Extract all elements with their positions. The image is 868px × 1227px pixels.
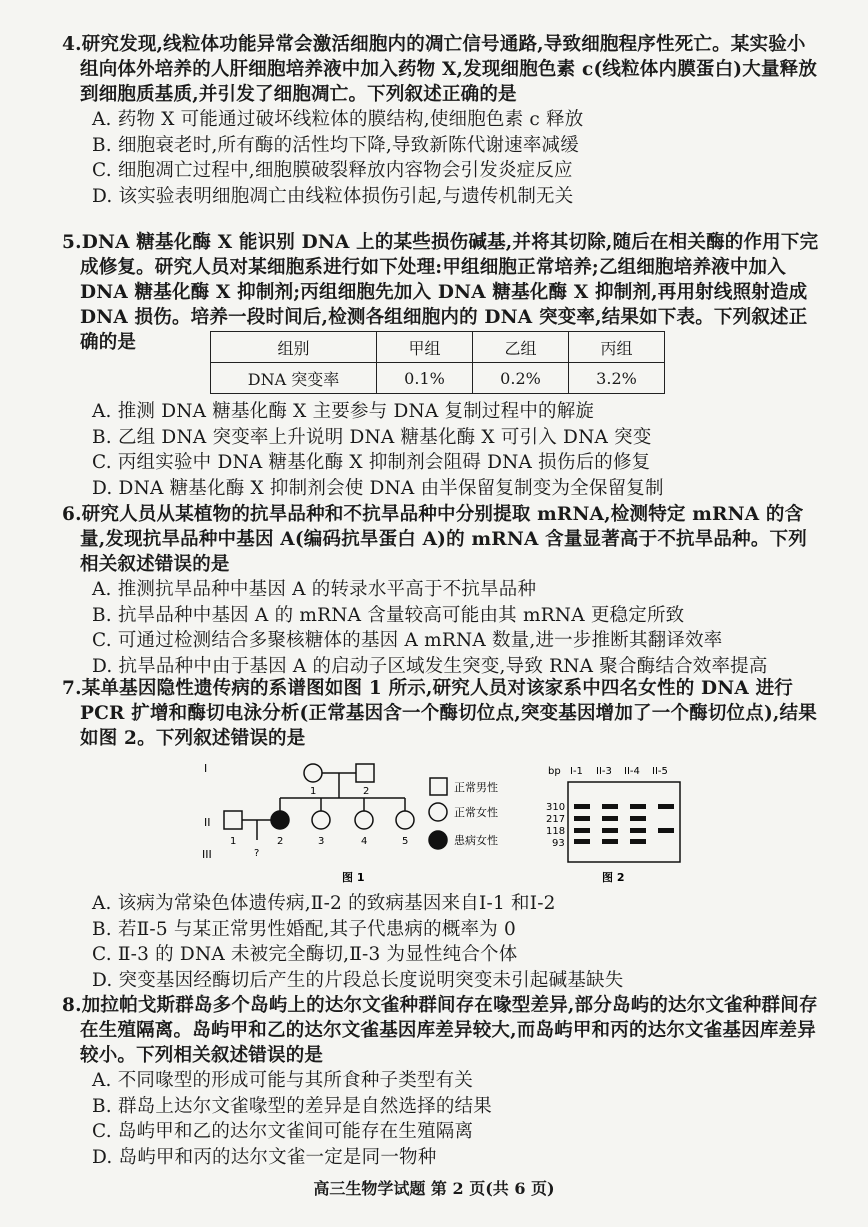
option-d: D. 抗旱品种中由于基因 A 的启动子区域发生突变,导致 RNA 聚合酶结合效率提高 bbox=[92, 655, 768, 677]
option-b: B. 乙组 DNA 突变率上升说明 DNA 糖基化酶 X 可引入 DNA 突变 bbox=[92, 426, 652, 448]
gel-band bbox=[574, 828, 590, 833]
lane-label: II-4 bbox=[624, 766, 640, 777]
legend-affected-icon bbox=[429, 831, 447, 849]
question-7 bbox=[62, 676, 822, 751]
male-i-2 bbox=[356, 764, 374, 782]
female-i-1 bbox=[304, 764, 322, 782]
option-a: A. 推测抗旱品种中基因 A 的转录水平高于不抗旱品种 bbox=[92, 579, 537, 600]
option-b: B. 细胞衰老时,所有酶的活性均下降,导致新陈代谢速率减缓 bbox=[92, 134, 579, 156]
question-7-options bbox=[62, 891, 822, 993]
option-a: A. 该病为常染色体遗传病,Ⅱ-2 的致病基因来自Ⅰ-1 和Ⅰ-2 bbox=[92, 893, 556, 914]
option-c: C. 丙组实验中 DNA 糖基化酶 X 抑制剂会阻碍 DNA 损伤后的修复 bbox=[92, 452, 651, 473]
option-c: C. Ⅱ-3 的 DNA 未被完全酶切,Ⅱ-3 为显性纯合个体 bbox=[92, 944, 518, 965]
gel-band bbox=[630, 828, 646, 833]
id-number: 1 bbox=[230, 836, 237, 847]
id-number: 3 bbox=[318, 836, 325, 847]
female-ii-5 bbox=[396, 811, 414, 829]
table-cell: 0.2% bbox=[473, 363, 569, 394]
question-stem: 8.加拉帕戈斯群岛多个岛屿上的达尔文雀种群间存在喙型差异,部分岛屿的达尔文雀种群间存在生殖隔离。岛屿甲和乙的达尔文雀基因库差异较大,而岛屿甲和丙的达尔文雀基因库差异较小。下列相关叙述错误的是 bbox=[62, 995, 818, 1066]
gel-band bbox=[630, 839, 646, 844]
size-marker: 93 bbox=[552, 838, 565, 849]
gel-band bbox=[574, 804, 590, 809]
option-c: C. 岛屿甲和乙的达尔文雀间可能存在生殖隔离 bbox=[92, 1121, 474, 1142]
female-ii-4 bbox=[355, 811, 373, 829]
question-6 bbox=[62, 502, 822, 679]
gel-band bbox=[602, 804, 618, 809]
legend-label: 患病女性 bbox=[454, 834, 498, 847]
table-header: 组别 bbox=[211, 332, 377, 363]
option-b: B. 抗旱品种中基因 A 的 mRNA 含量较高可能由其 mRNA 更稳定所致 bbox=[92, 604, 685, 626]
gel-band bbox=[658, 828, 674, 833]
figure-2-caption: 图 2 bbox=[602, 871, 625, 884]
option-a: A. 推测 DNA 糖基化酶 X 主要参与 DNA 复制过程中的解旋 bbox=[92, 401, 595, 422]
table-header: 丙组 bbox=[569, 332, 665, 363]
table-header: 乙组 bbox=[473, 332, 569, 363]
table-cell: 3.2% bbox=[569, 363, 665, 394]
id-number: 2 bbox=[277, 836, 284, 847]
option-d: D. 突变基因经酶切后产生的片段总长度说明突变未引起碱基缺失 bbox=[92, 969, 624, 991]
gel-band bbox=[630, 816, 646, 821]
figure-1-caption: 图 1 bbox=[342, 871, 365, 884]
legend-male-icon bbox=[430, 778, 447, 795]
gel-band bbox=[630, 804, 646, 809]
lane-label: I-1 bbox=[570, 766, 583, 777]
mutation-rate-table bbox=[210, 331, 665, 394]
generation-iii-label: III bbox=[202, 848, 212, 861]
generation-ii-label: II bbox=[204, 816, 211, 829]
size-marker: 217 bbox=[546, 814, 566, 825]
size-marker: 310 bbox=[546, 802, 566, 813]
lane-label: II-3 bbox=[596, 766, 612, 777]
size-marker: 118 bbox=[546, 826, 566, 837]
gel-band bbox=[574, 839, 590, 844]
question-4 bbox=[62, 32, 822, 209]
gel-frame bbox=[568, 782, 680, 862]
table-row-label: DNA 突变率 bbox=[211, 363, 377, 394]
id-number: 2 bbox=[363, 786, 370, 797]
question-5-options bbox=[62, 399, 822, 501]
option-b: B. 群岛上达尔文雀喙型的差异是自然选择的结果 bbox=[92, 1095, 492, 1117]
unknown-offspring-mark: ? bbox=[254, 848, 260, 859]
male-ii-1 bbox=[224, 811, 242, 829]
lane-label: II-5 bbox=[652, 766, 668, 777]
question-stem: 5.DNA 糖基化酶 X 能识别 DNA 上的某些损伤碱基,并将其切除,随后在相关酶的作用下完成修复。研究人员对某细胞系进行如下处理:甲组细胞正常培养;乙组细胞培养液中加入 DNA 糖基化酶 X 抑制剂;丙组细胞先加入 DNA 糖基化酶 X 抑制剂,再用射线照射造成 DNA 损伤。培养一段时间后,检测各组细胞内的 DNA 突变率,结果如下表。下列叙述正确的是 bbox=[62, 232, 819, 353]
question-stem: 4.研究发现,线粒体功能异常会激活细胞内的凋亡信号通路,导致细胞程序性死亡。某实验小组向体外培养的人肝细胞培养液中加入药物 X,发现细胞色素 c(线粒体内膜蛋白)大量释放到细胞质基质,并引发了细胞凋亡。下列叙述正确的是 bbox=[62, 34, 818, 105]
female-ii-3 bbox=[312, 811, 330, 829]
bp-label: bp bbox=[548, 766, 561, 777]
generation-i-label: I bbox=[204, 762, 208, 775]
gel-band bbox=[602, 816, 618, 821]
option-c: C. 可通过检测结合多聚核糖体的基因 A mRNA 数量,进一步推断其翻译效率 bbox=[92, 630, 723, 651]
id-number: 5 bbox=[402, 836, 409, 847]
pedigree-figure bbox=[200, 756, 520, 886]
gel-band bbox=[574, 816, 590, 821]
option-d: D. DNA 糖基化酶 X 抑制剂会使 DNA 由半保留复制变为全保留复制 bbox=[92, 477, 664, 499]
gel-figure bbox=[544, 760, 694, 886]
gel-band bbox=[602, 839, 618, 844]
table-header: 甲组 bbox=[377, 332, 473, 363]
id-number: 1 bbox=[310, 786, 317, 797]
option-a: A. 不同喙型的形成可能与其所食种子类型有关 bbox=[92, 1070, 474, 1091]
question-stem: 6.研究人员从某植物的抗旱品种和不抗旱品种中分别提取 mRNA,检测特定 mRNA 的含量,发现抗旱品种中基因 A(编码抗旱蛋白 A)的 mRNA 含量显著高于不抗旱品种。下列相关叙述错误的是 bbox=[62, 504, 807, 575]
option-a: A. 药物 X 可能通过破坏线粒体的膜结构,使细胞色素 c 释放 bbox=[92, 109, 584, 130]
table-cell: 0.1% bbox=[377, 363, 473, 394]
gel-band bbox=[658, 804, 674, 809]
page-footer: 高三生物学试题 第 2 页(共 6 页) bbox=[313, 1179, 555, 1198]
id-number: 4 bbox=[361, 836, 368, 847]
option-d: D. 岛屿甲和丙的达尔文雀一定是同一物种 bbox=[92, 1146, 437, 1168]
affected-female-ii-2 bbox=[271, 811, 289, 829]
option-d: D. 该实验表明细胞凋亡由线粒体损伤引起,与遗传机制无关 bbox=[92, 185, 574, 207]
option-b: B. 若Ⅱ-5 与某正常男性婚配,其子代患病的概率为 0 bbox=[92, 918, 516, 940]
gel-band bbox=[602, 828, 618, 833]
legend-female-icon bbox=[429, 803, 447, 821]
question-8 bbox=[62, 993, 822, 1170]
legend-label: 正常女性 bbox=[454, 806, 498, 819]
legend-label: 正常男性 bbox=[454, 781, 498, 794]
option-c: C. 细胞凋亡过程中,细胞膜破裂释放内容物会引发炎症反应 bbox=[92, 160, 573, 181]
question-stem: 7.某单基因隐性遗传病的系谱图如图 1 所示,研究人员对该家系中四名女性的 DNA 进行 PCR 扩增和酶切电泳分析(正常基因含一个酶切位点,突变基因增加了一个酶切位点),结果如图 2。下列叙述错误的是 bbox=[62, 678, 817, 749]
